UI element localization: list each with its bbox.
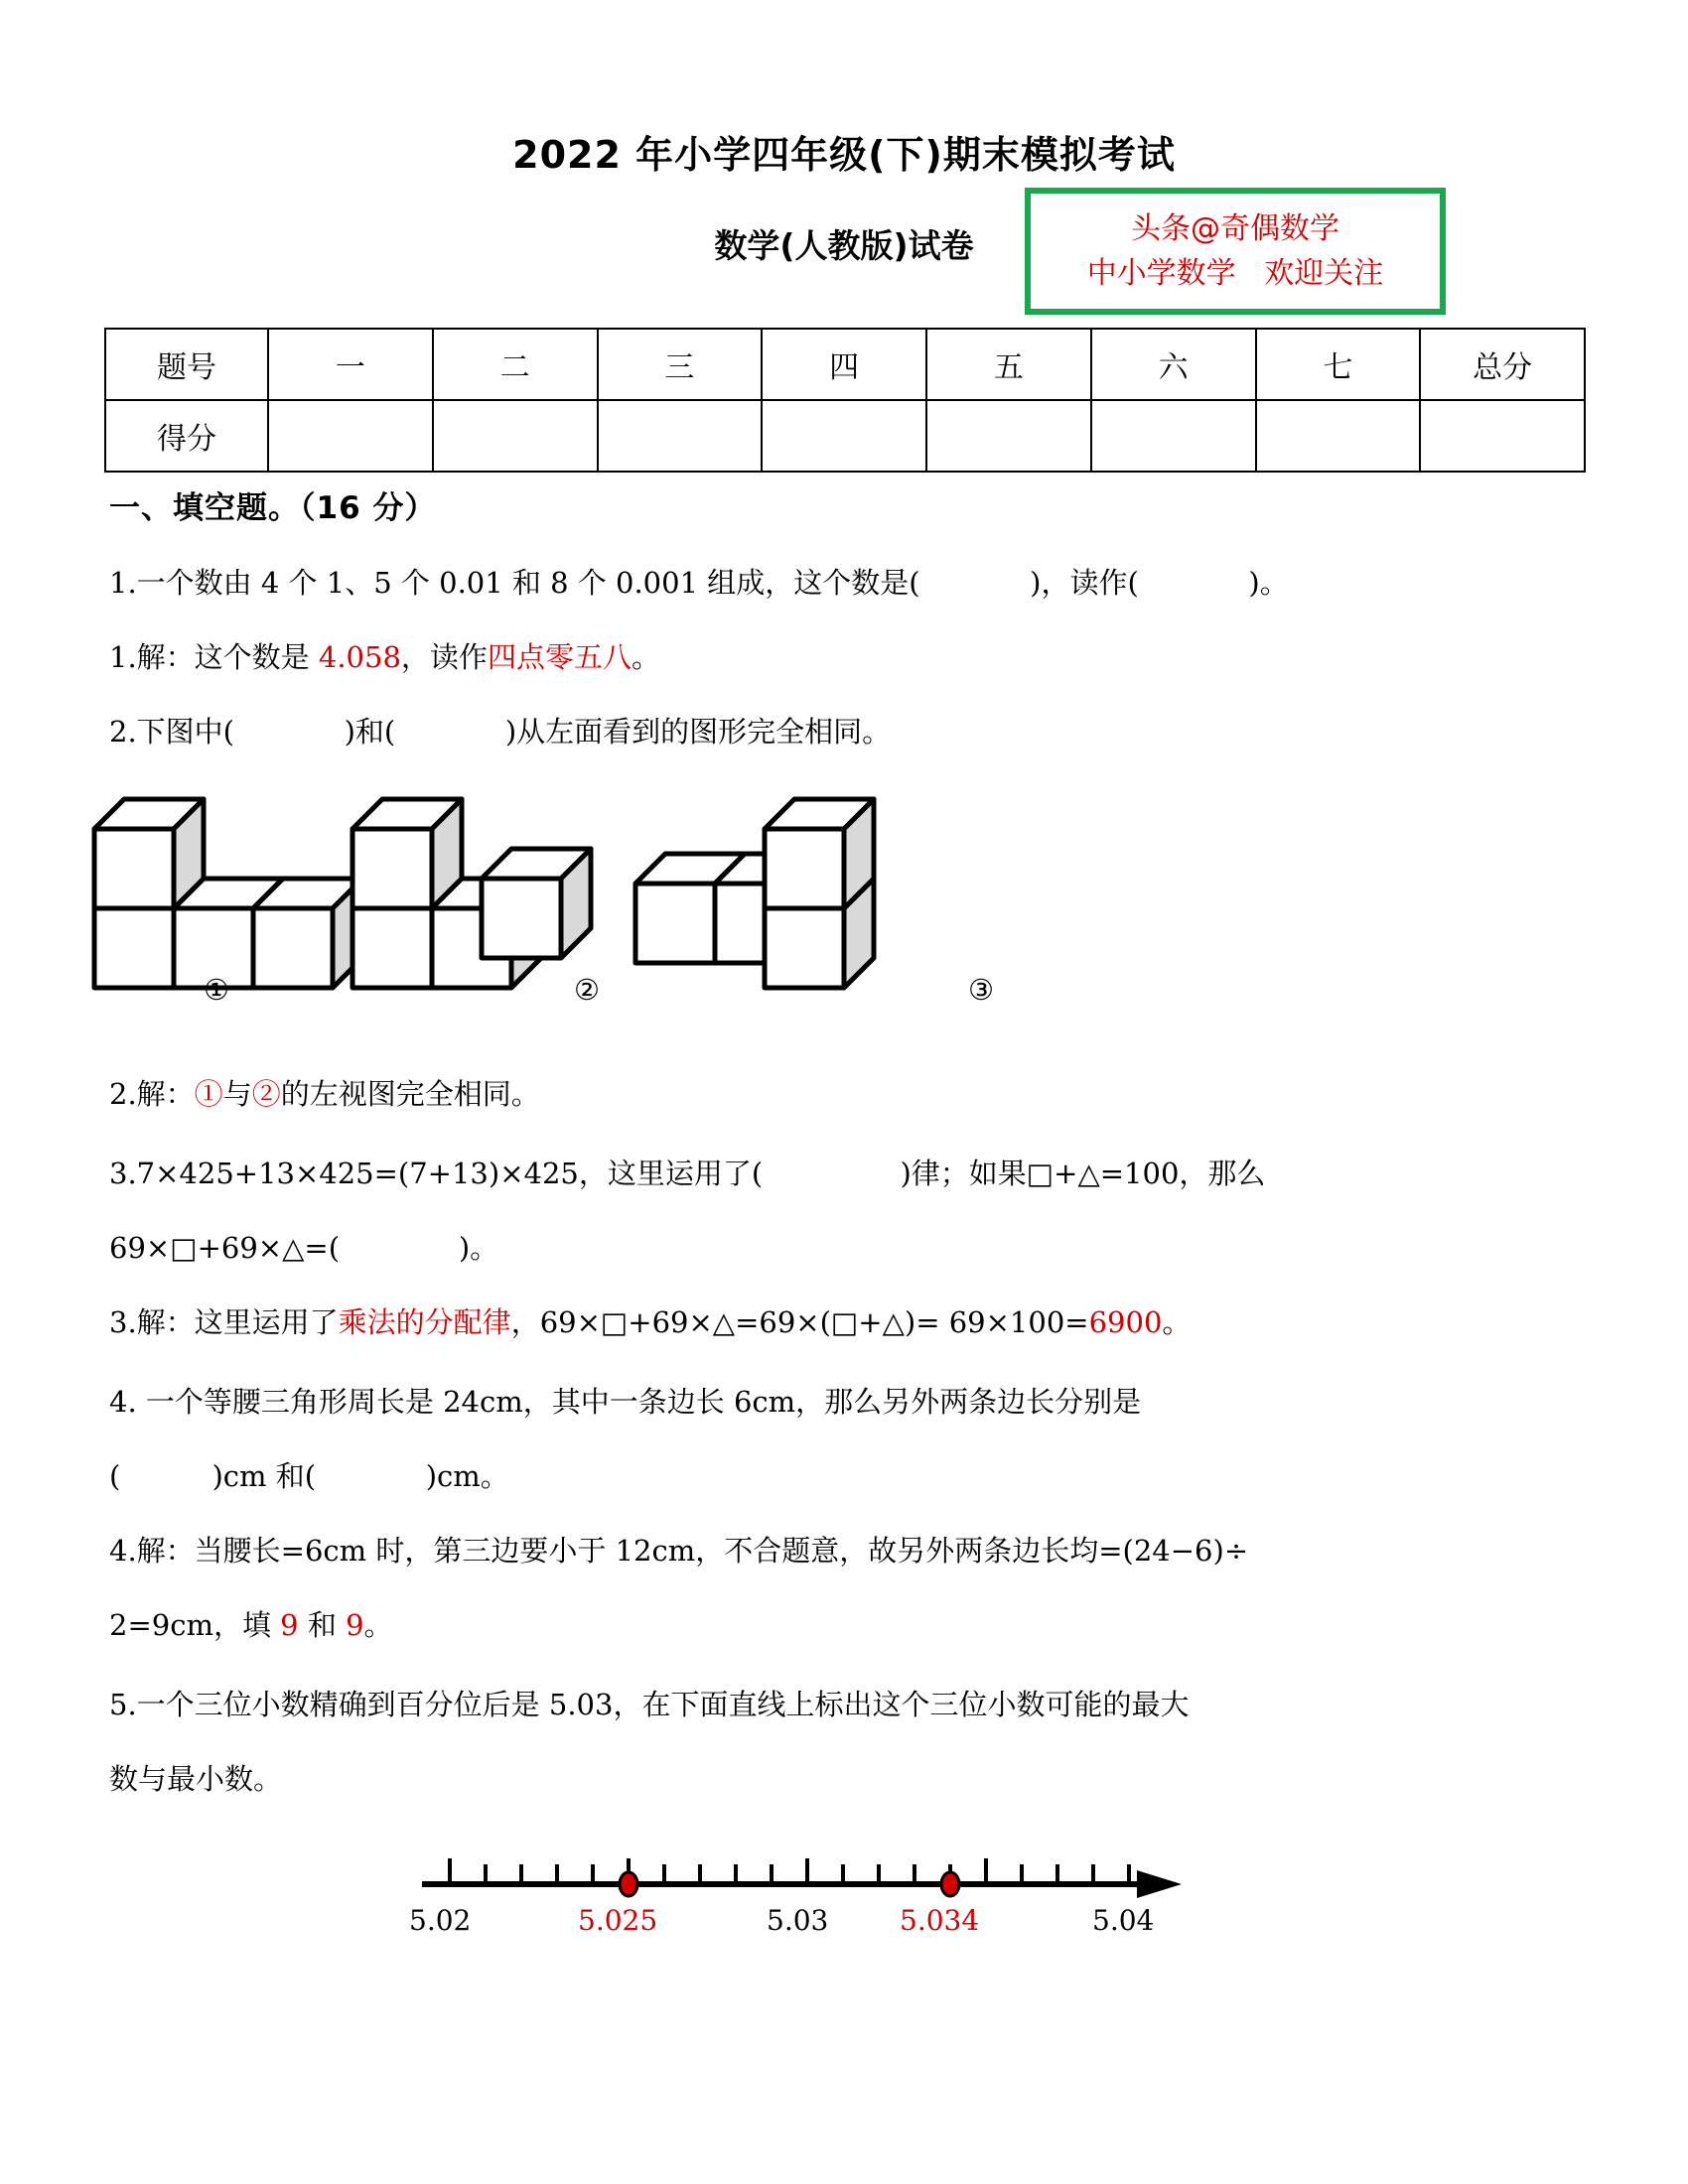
section-heading-fill-in-blanks: 一、填空题。（16 分） bbox=[109, 490, 437, 526]
solution-3-answer-law: 乘法的分配律 bbox=[338, 1305, 511, 1339]
watermark-box bbox=[1025, 188, 1446, 315]
solution-2-part-c: 的左视图完全相同。 bbox=[280, 1077, 540, 1111]
solution-2-part-b: 与 bbox=[222, 1077, 252, 1111]
score-cell-6[interactable] bbox=[1091, 400, 1256, 472]
question-4-line-1: 4. 一个等腰三角形周长是 24cm，其中一条边长 6cm，那么另外两条边长分别是 bbox=[109, 1385, 1142, 1419]
question-5-line-2: 数与最小数。 bbox=[109, 1762, 283, 1796]
score-table bbox=[104, 328, 1586, 473]
solution-1-part-c: 。 bbox=[631, 640, 660, 674]
score-table-col-7: 七 bbox=[1256, 329, 1421, 400]
number-line-label-1: 5.02 bbox=[409, 1904, 472, 1937]
score-cell-5[interactable] bbox=[926, 400, 1091, 472]
solution-3 bbox=[109, 1300, 1579, 1345]
solution-1 bbox=[109, 635, 1579, 680]
number-line-label-4: 5.034 bbox=[900, 1904, 980, 1937]
page-title: 2022 年小学四年级(下)期末模拟考试 bbox=[512, 133, 1176, 177]
cube-figure-1 bbox=[94, 799, 362, 988]
cube-figures-group bbox=[0, 774, 1688, 1003]
number-line-figure bbox=[0, 1807, 1688, 1956]
table-row-scores bbox=[105, 400, 1585, 472]
solution-4-part-a: 2=9cm，填 bbox=[109, 1608, 281, 1642]
solution-4-answer-2: 9 bbox=[346, 1608, 364, 1642]
table-row-header bbox=[105, 329, 1585, 400]
solution-4-line-2 bbox=[109, 1603, 1579, 1648]
number-line-arrow bbox=[1137, 1870, 1182, 1898]
solution-3-part-a: 3.解：这里运用了 bbox=[109, 1305, 339, 1339]
question-3-line-2: 69×□+69×△=( )。 bbox=[109, 1231, 499, 1265]
watermark-line-2: 中小学数学 欢迎关注 bbox=[1086, 256, 1384, 291]
score-table-label-score: 得分 bbox=[105, 400, 268, 472]
number-line-point-min bbox=[620, 1872, 637, 1896]
cube-figure-labels bbox=[0, 973, 1688, 1023]
cube-figure-2 bbox=[352, 799, 591, 988]
question-2: 2.下图中( )和( )从左面看到的图形完全相同。 bbox=[109, 715, 892, 749]
score-table-col-1: 一 bbox=[268, 329, 433, 400]
solution-4-answer-1: 9 bbox=[280, 1608, 299, 1642]
score-cell-4[interactable] bbox=[762, 400, 926, 472]
question-3-line-1: 3.7×425+13×425=(7+13)×425，这里运用了( )律；如果□+△=100，那么 bbox=[109, 1157, 1266, 1190]
score-cell-total[interactable] bbox=[1420, 400, 1585, 472]
solution-2 bbox=[109, 1072, 1579, 1117]
solution-1-answer-value: 4.058 bbox=[318, 640, 401, 674]
score-table-col-6: 六 bbox=[1091, 329, 1256, 400]
solution-1-part-a: 1.解：这个数是 bbox=[109, 640, 319, 674]
solution-4-line-1: 4.解：当腰长=6cm 时，第三边要小于 12cm，不合题意，故另外两条边长均=(24−6)÷ bbox=[109, 1534, 1249, 1568]
number-line-label-3: 5.03 bbox=[767, 1904, 829, 1937]
solution-4-part-c: 。 bbox=[363, 1608, 393, 1642]
score-table-col-3: 三 bbox=[598, 329, 763, 400]
cube-figure-label-3: ③ bbox=[968, 973, 994, 1007]
solution-3-part-c: 。 bbox=[1162, 1305, 1192, 1339]
solution-2-answer-1: ① bbox=[194, 1077, 223, 1111]
score-cell-3[interactable] bbox=[598, 400, 763, 472]
number-line-label-5: 5.04 bbox=[1092, 1904, 1155, 1937]
question-1: 1.一个数由 4 个 1、5 个 0.01 和 8 个 0.001 组成，这个数是( )，读作( )。 bbox=[109, 566, 1289, 600]
number-line-ticks bbox=[450, 1858, 1129, 1884]
cube-figure-label-2: ② bbox=[574, 973, 600, 1007]
question-4-line-2: ( )cm 和( )cm。 bbox=[109, 1459, 509, 1493]
solution-2-part-a: 2.解： bbox=[109, 1077, 195, 1111]
solution-3-answer-value: 6900 bbox=[1088, 1305, 1163, 1339]
solution-1-answer-reading: 四点零五八 bbox=[487, 640, 632, 674]
number-line-svg bbox=[0, 1807, 1688, 1956]
number-line-label-2: 5.025 bbox=[578, 1904, 658, 1937]
solution-3-part-b: ，69×□+69×△=69×(□+△)= 69×100= bbox=[510, 1305, 1089, 1339]
score-cell-2[interactable] bbox=[433, 400, 598, 472]
cube-figure-3 bbox=[635, 799, 874, 988]
score-cell-1[interactable] bbox=[268, 400, 433, 472]
score-table-col-4: 四 bbox=[762, 329, 926, 400]
solution-2-answer-2: ② bbox=[251, 1077, 281, 1111]
score-table-col-total: 总分 bbox=[1420, 329, 1585, 400]
solution-4-part-b: 和 bbox=[298, 1608, 347, 1642]
score-table-col-2: 二 bbox=[433, 329, 598, 400]
number-line-point-max bbox=[941, 1872, 959, 1896]
watermark-line-1: 头条@奇偶数学 bbox=[1131, 211, 1339, 246]
question-5-line-1: 5.一个三位小数精确到百分位后是 5.03，在下面直线上标出这个三位小数可能的最大 bbox=[109, 1688, 1190, 1721]
cube-figure-label-1: ① bbox=[204, 973, 229, 1007]
solution-1-part-b: ，读作 bbox=[400, 640, 488, 674]
score-table-col-5: 五 bbox=[926, 329, 1091, 400]
score-table-label-number: 题号 bbox=[105, 329, 268, 400]
cube-figures-svg bbox=[0, 774, 1688, 1003]
page-subtitle: 数学(人教版)试卷 bbox=[714, 226, 974, 265]
score-cell-7[interactable] bbox=[1256, 400, 1421, 472]
